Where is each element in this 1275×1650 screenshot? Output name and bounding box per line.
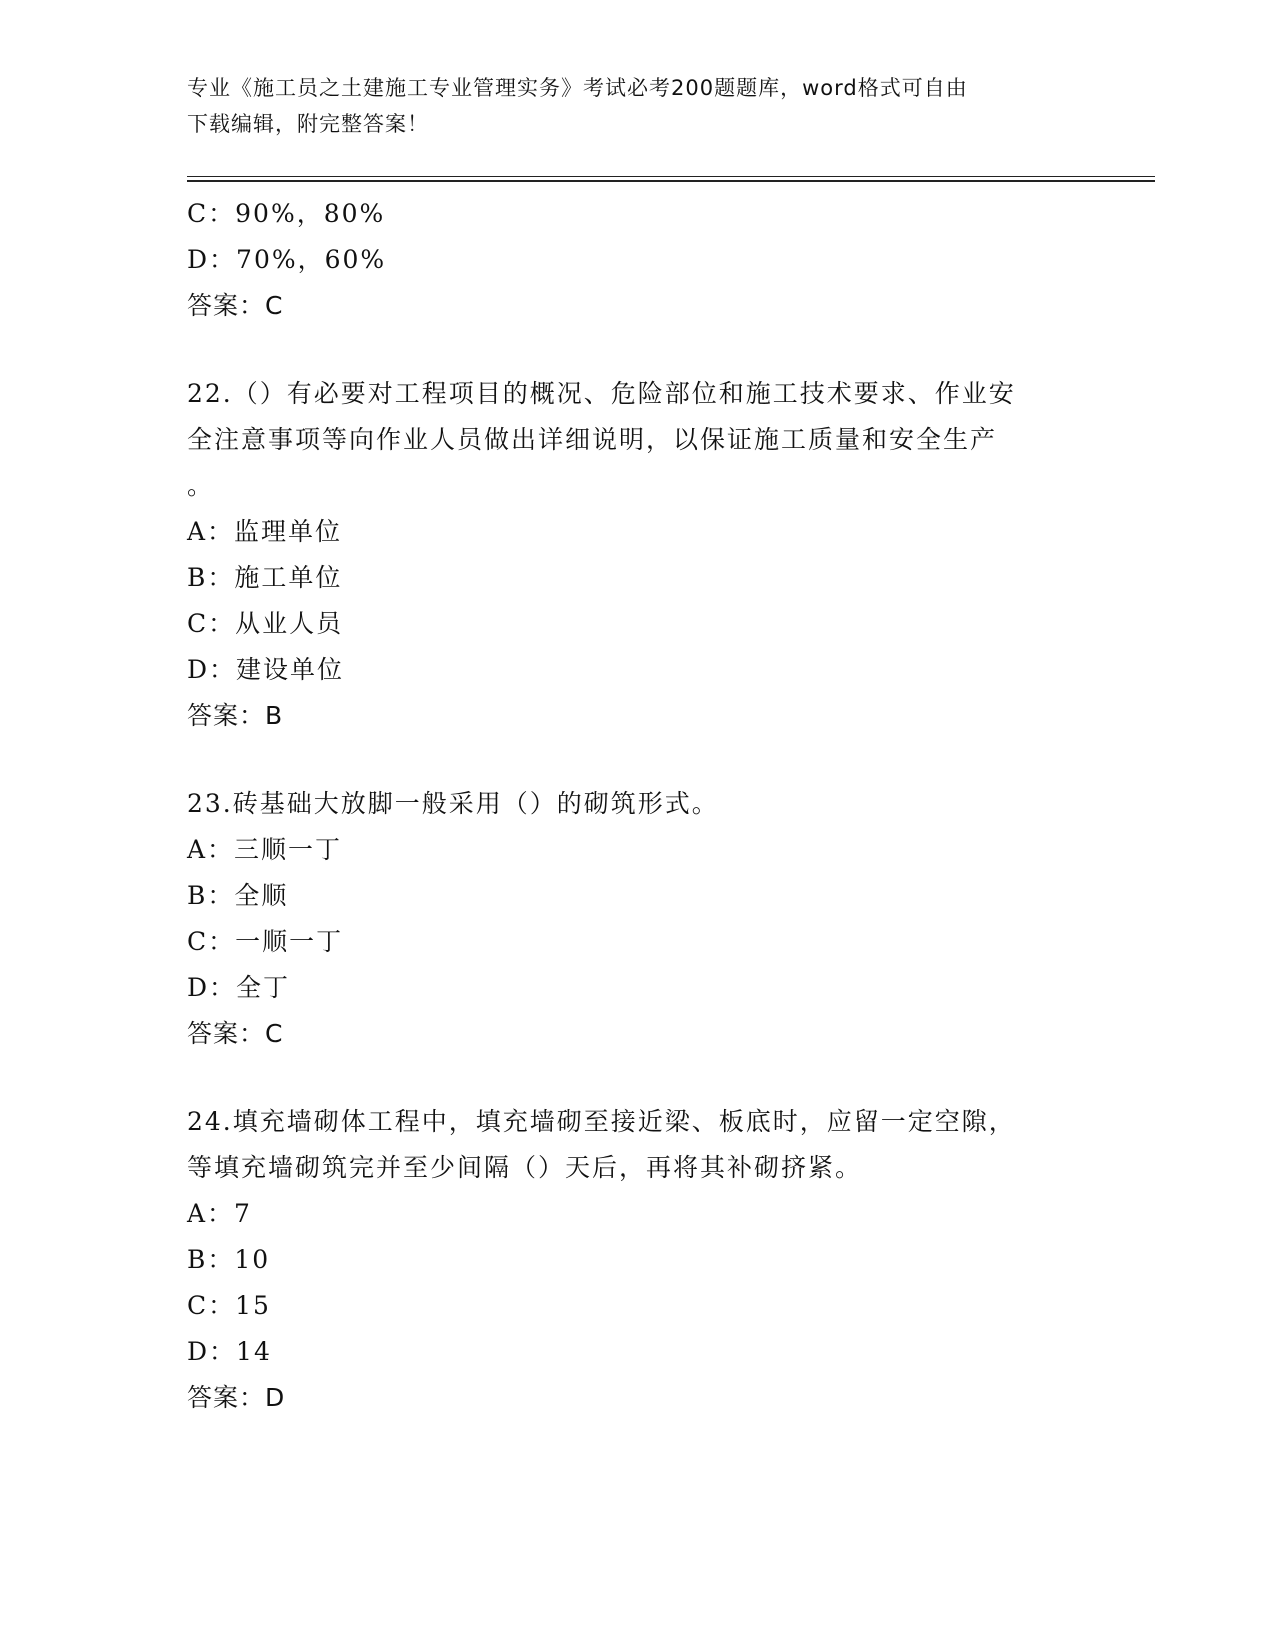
question-stem-line: 等填充墙砌筑完并至少间隔（）天后，再将其补砌挤紧。 — [187, 1153, 863, 1182]
answer-line: 答案：D — [187, 1383, 286, 1412]
option-a: A：监理单位 — [187, 517, 343, 546]
question-stem-line: 22.（）有必要对工程项目的概况、危险部位和施工技术要求、作业安 — [187, 379, 1016, 408]
question-stem-line: 23.砖基础大放脚一般采用（）的砌筑形式。 — [187, 789, 719, 818]
option-d: D：70%，60% — [187, 245, 387, 274]
header-line-1: 专业《施工员之土建施工专业管理实务》考试必考200题题库，word格式可自由 — [187, 76, 968, 100]
header-divider-thin — [187, 176, 1155, 177]
answer-line: 答案：C — [187, 1019, 284, 1048]
option-b: B：施工单位 — [187, 563, 343, 592]
option-c: C：一顺一丁 — [187, 927, 344, 956]
option-d: D：全丁 — [187, 973, 291, 1002]
question-gap — [187, 329, 1087, 371]
header-divider-thick — [187, 180, 1155, 182]
question-stem-line: 24.填充墙砌体工程中，填充墙砌至接近梁、板底时，应留一定空隙， — [187, 1107, 1016, 1136]
option-d: D：14 — [187, 1337, 272, 1366]
question-23 — [187, 781, 1087, 1057]
header-line-2: 下载编辑，附完整答案！ — [187, 112, 429, 136]
question-24 — [187, 1099, 1087, 1421]
previous-question-tail — [187, 191, 1087, 329]
option-c: C：15 — [187, 1291, 271, 1320]
question-content — [187, 191, 1087, 1421]
option-a: A：三顺一丁 — [187, 835, 343, 864]
option-b: B：全顺 — [187, 881, 289, 910]
document-header — [187, 70, 1087, 142]
question-stem-line: 全注意事项等向作业人员做出详细说明，以保证施工质量和安全生产 — [187, 425, 998, 454]
option-a: A：7 — [187, 1199, 252, 1228]
option-c: C：90%，80% — [187, 199, 386, 228]
option-d: D：建设单位 — [187, 655, 345, 684]
question-stem-line: 。 — [187, 471, 215, 500]
option-b: B：10 — [187, 1245, 271, 1274]
answer-line: 答案：B — [187, 701, 284, 730]
answer-line: 答案：C — [187, 291, 284, 320]
question-gap — [187, 1057, 1087, 1099]
option-c: C：从业人员 — [187, 609, 344, 638]
question-gap — [187, 739, 1087, 781]
question-22 — [187, 371, 1087, 739]
